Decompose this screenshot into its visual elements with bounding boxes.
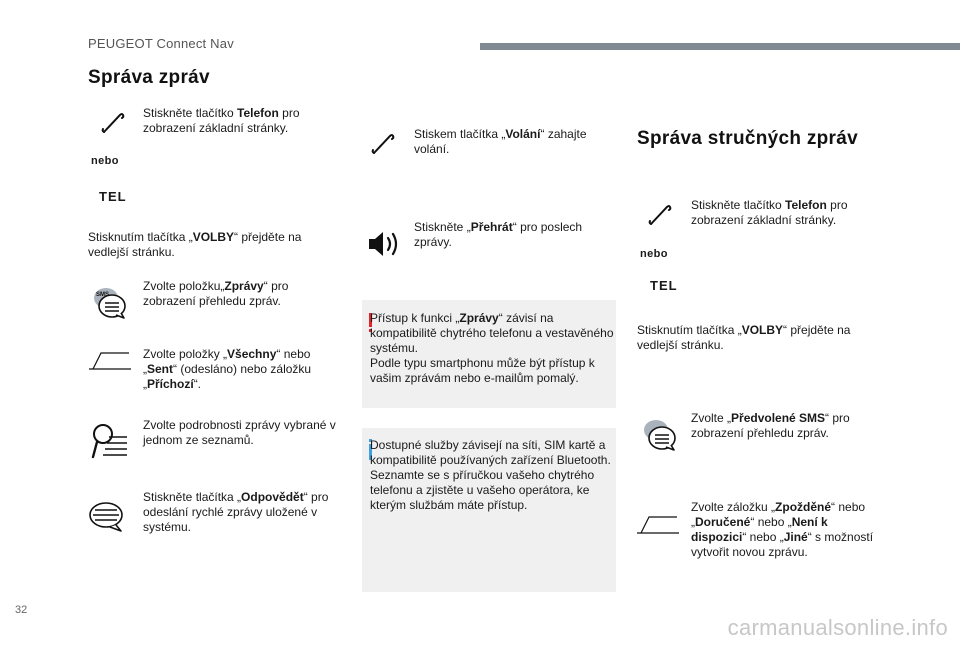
tab-icon xyxy=(88,351,132,373)
phone-icon-2 xyxy=(647,202,673,228)
step-press-phone-2: Stiskněte tlačítko Telefon pro zobrazení základní stránky. xyxy=(691,198,848,227)
or-label: nebo xyxy=(91,155,119,167)
step-press-call: Stiskem tlačítka „Volání“ zahajte volání. xyxy=(414,127,587,156)
info-note-box xyxy=(362,428,616,592)
info-text: Dostupné služby závisejí na síti, SIM kartě a kompatibilitě používaných zařízení Bluetooth. Seznamte se s příručkou vašeho chytrého telefonu a zjistěte u vašeho operátora, ke kterým službám máte přístup. xyxy=(370,438,611,512)
step-select-tabs: Zvolte položky „Všechny“ nebo „Sent“ (odesláno) nebo záložku „Příchozí“. xyxy=(143,347,312,391)
list-details-icon xyxy=(91,421,129,461)
or-label-2: nebo xyxy=(640,248,668,260)
call-phone-icon xyxy=(370,131,396,157)
document-header-title: PEUGEOT Connect Nav xyxy=(88,36,234,51)
speaker-icon xyxy=(367,228,403,260)
step-press-reply: Stiskněte tlačítka „Odpovědět“ pro odeslání rychlé zprávy uložené v systému. xyxy=(143,490,329,534)
step-press-play: Stiskněte „Přehrát“ pro poslech zprávy. xyxy=(414,220,583,249)
watermark: carmanualsonline.info xyxy=(727,615,948,640)
page-number: 32 xyxy=(15,604,28,616)
sms-badge: SMS xyxy=(96,292,110,298)
step-press-phone: Stiskněte tlačítko Telefon pro zobrazení základní stránky. xyxy=(143,106,300,135)
step-select-details: Zvolte podrobnosti zprávy vybrané v jednom ze seznamů. xyxy=(143,418,336,447)
header-bar xyxy=(480,43,960,50)
phone-icon xyxy=(100,110,126,136)
section-title-message-management: Správa zpráv xyxy=(88,67,210,88)
tel-button-label-2: TEL xyxy=(650,278,678,293)
sms-icon-2 xyxy=(642,418,678,452)
step-press-options-2: Stisknutím tlačítka „VOLBY“ přejděte na vedlejší stránku. xyxy=(637,323,851,352)
tab-icon-2 xyxy=(636,515,680,537)
step-select-preset-sms: Zvolte „Předvolené SMS“ pro zobrazení přehledu zpráv. xyxy=(691,411,850,440)
reply-message-icon xyxy=(88,500,124,534)
step-select-tabs-2: Zvolte záložku „Zpožděné“ nebo „Doručené“ nebo „Není k dispozici“ nebo „Jiné“ s možností vytvořit novou zprávu. xyxy=(691,500,874,559)
step-press-options: Stisknutím tlačítka „VOLBY“ přejděte na vedlejší stránku. xyxy=(88,230,302,259)
step-select-messages: Zvolte položku„Zprávy“ pro zobrazení přehledu zpráv. xyxy=(143,279,289,308)
warning-note-box xyxy=(362,300,616,408)
sms-icon xyxy=(92,286,128,320)
section-title-quick-messages: Správa stručných zpráv xyxy=(637,128,858,149)
warning-text: Přístup k funkci „Zprávy“ závisí na kompatibilitě chytrého telefonu a vestavěného systému. Podle typu smartphonu může být přístup k vašim zprávám nebo e-mailům pomalý. xyxy=(370,311,614,385)
tel-button-label: TEL xyxy=(99,189,127,204)
